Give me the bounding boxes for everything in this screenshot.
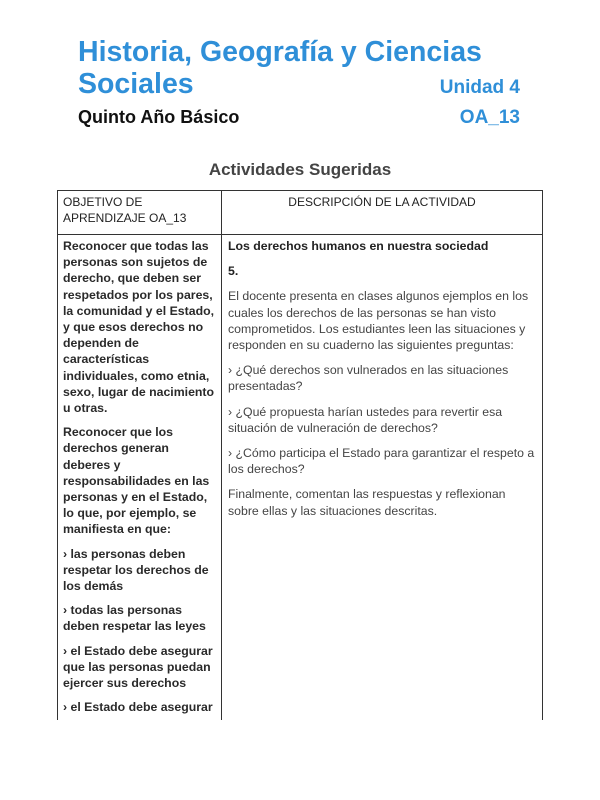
- objective-bullet: › todas las personas deben respetar las leyes: [63, 603, 206, 634]
- unit-label: Unidad 4: [439, 77, 520, 98]
- table-header-row: [58, 191, 542, 235]
- section-heading: Actividades Sugeridas: [208, 160, 392, 179]
- column-divider: [221, 191, 222, 720]
- objective-column-header: OBJETIVO DE APRENDIZAJE OA_13: [63, 195, 187, 225]
- subject-title-line1: Historia, Geografía y Ciencias: [78, 36, 482, 68]
- grade-label: Quinto Año Básico: [78, 107, 240, 127]
- activity-title: Los derechos humanos en nuestra sociedad: [228, 239, 489, 253]
- objective-paragraph: Reconocer que los derechos generan deberes y responsabilidades en las personas y en el Estado, lo que, por ejemplo, se manifiesta en que:: [63, 425, 210, 537]
- objective-cell: [63, 238, 215, 723]
- activity-column-header: DESCRIPCIÓN DE LA ACTIVIDAD: [288, 195, 476, 209]
- document-header: [78, 36, 520, 130]
- activity-paragraph: Finalmente, comentan las respuestas y reflexionan sobre ellas y las situaciones descritas.: [228, 487, 506, 518]
- activity-number: 5.: [228, 264, 239, 279]
- objective-bullet: › el Estado debe asegurar: [63, 700, 213, 715]
- activity-cell: [228, 238, 538, 528]
- grade-row: [78, 105, 520, 130]
- activity-question: › ¿Qué propuesta harían ustedes para revertir esa situación de vulneración de derechos?: [228, 404, 503, 435]
- oa-code-label: OA_13: [459, 107, 520, 128]
- objective-paragraph: Reconocer que todas las personas son sujetos de derecho, que deben ser respetados por los pares, la comunidad y el Estado, y que esos derechos no dependen de características individuales, como etnia, sexo, lugar de nacimiento u otras.: [63, 239, 215, 416]
- activity-paragraph: El docente presenta en clases algunos ejemplos en los cuales los derechos de las personas se han visto comprometidos. Los estudiantes leen las situaciones y responden en su cuaderno las siguientes preguntas:: [228, 289, 529, 353]
- title-row: [78, 68, 520, 104]
- activities-table: [57, 190, 543, 720]
- objective-bullet: › las personas deben respetar los derechos de los demás: [63, 546, 209, 594]
- objective-bullet: › el Estado debe asegurar que las personas puedan ejercer sus derechos: [63, 643, 213, 691]
- activity-question: › ¿Qué derechos son vulnerados en las situaciones presentadas?: [228, 363, 509, 394]
- activity-question: › ¿Cómo participa el Estado para garantizar el respeto a los derechos?: [228, 446, 535, 477]
- subject-title-line2: Sociales: [78, 68, 194, 100]
